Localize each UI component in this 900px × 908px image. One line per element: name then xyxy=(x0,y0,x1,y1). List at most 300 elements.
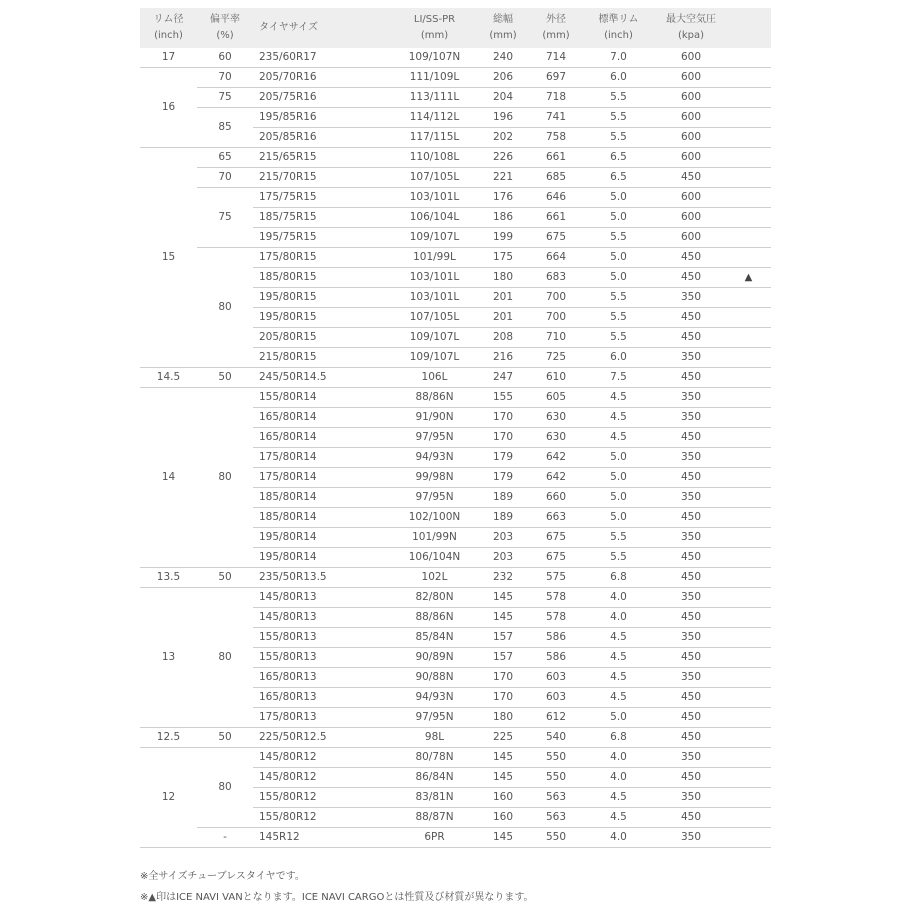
cell-van-mark xyxy=(726,88,771,108)
cell-total-width: 208 xyxy=(475,328,531,348)
cell-tire-size: 155/80R13 xyxy=(253,648,394,668)
cell-standard-rim: 6.8 xyxy=(581,728,656,748)
cell-outer-diameter: 605 xyxy=(531,388,581,408)
cell-standard-rim: 5.5 xyxy=(581,528,656,548)
header-rim: リム径 (inch) xyxy=(140,8,197,48)
cell-load-index: 103/101L xyxy=(394,288,475,308)
cell-tire-size: 205/70R16 xyxy=(253,68,394,88)
cell-van-mark xyxy=(726,548,771,568)
cell-total-width: 206 xyxy=(475,68,531,88)
cell-load-index: 114/112L xyxy=(394,108,475,128)
table-row xyxy=(140,48,771,68)
cell-outer-diameter: 718 xyxy=(531,88,581,108)
cell-aspect-ratio: 50 xyxy=(197,368,253,388)
cell-outer-diameter: 563 xyxy=(531,788,581,808)
cell-van-mark xyxy=(726,148,771,168)
cell-van-mark xyxy=(726,728,771,748)
cell-max-pressure: 450 xyxy=(656,808,726,828)
cell-load-index: 6PR xyxy=(394,828,475,848)
cell-van-mark xyxy=(726,208,771,228)
cell-tire-size: 155/80R12 xyxy=(253,788,394,808)
cell-outer-diameter: 675 xyxy=(531,228,581,248)
cell-van-mark xyxy=(726,828,771,848)
cell-van-mark xyxy=(726,528,771,548)
cell-total-width: 170 xyxy=(475,408,531,428)
cell-max-pressure: 600 xyxy=(656,188,726,208)
cell-load-index: 83/81N xyxy=(394,788,475,808)
cell-aspect-ratio: 60 xyxy=(197,48,253,68)
cell-van-mark xyxy=(726,608,771,628)
cell-tire-size: 195/80R14 xyxy=(253,528,394,548)
cell-load-index: 106L xyxy=(394,368,475,388)
cell-tire-size: 185/80R15 xyxy=(253,268,394,288)
table-row xyxy=(140,168,771,188)
cell-standard-rim: 6.0 xyxy=(581,68,656,88)
cell-standard-rim: 5.0 xyxy=(581,248,656,268)
cell-tire-size: 165/80R14 xyxy=(253,428,394,448)
cell-max-pressure: 350 xyxy=(656,388,726,408)
cell-tire-size: 165/80R14 xyxy=(253,408,394,428)
cell-outer-diameter: 630 xyxy=(531,408,581,428)
header-mark xyxy=(726,8,771,48)
cell-max-pressure: 450 xyxy=(656,728,726,748)
cell-outer-diameter: 540 xyxy=(531,728,581,748)
cell-van-mark xyxy=(726,368,771,388)
cell-van-mark xyxy=(726,188,771,208)
table-row xyxy=(140,188,771,208)
cell-standard-rim: 5.5 xyxy=(581,288,656,308)
cell-standard-rim: 4.5 xyxy=(581,428,656,448)
cell-total-width: 145 xyxy=(475,828,531,848)
cell-max-pressure: 450 xyxy=(656,368,726,388)
cell-tire-size: 165/80R13 xyxy=(253,668,394,688)
cell-standard-rim: 4.5 xyxy=(581,388,656,408)
cell-max-pressure: 350 xyxy=(656,488,726,508)
cell-outer-diameter: 586 xyxy=(531,628,581,648)
cell-aspect-ratio: 50 xyxy=(197,568,253,588)
cell-load-index: 91/90N xyxy=(394,408,475,428)
cell-outer-diameter: 700 xyxy=(531,288,581,308)
cell-rim-diameter: 12 xyxy=(140,748,197,848)
table-row xyxy=(140,728,771,748)
cell-load-index: 94/93N xyxy=(394,448,475,468)
cell-load-index: 107/105L xyxy=(394,168,475,188)
cell-rim-diameter: 14 xyxy=(140,388,197,568)
cell-aspect-ratio: 65 xyxy=(197,148,253,168)
cell-tire-size: 145R12 xyxy=(253,828,394,848)
cell-van-mark xyxy=(726,628,771,648)
cell-total-width: 201 xyxy=(475,308,531,328)
cell-outer-diameter: 664 xyxy=(531,248,581,268)
cell-load-index: 113/111L xyxy=(394,88,475,108)
cell-max-pressure: 600 xyxy=(656,68,726,88)
cell-max-pressure: 450 xyxy=(656,548,726,568)
cell-standard-rim: 5.0 xyxy=(581,268,656,288)
cell-total-width: 145 xyxy=(475,748,531,768)
cell-outer-diameter: 550 xyxy=(531,768,581,788)
cell-load-index: 86/84N xyxy=(394,768,475,788)
cell-outer-diameter: 642 xyxy=(531,468,581,488)
cell-van-mark xyxy=(726,508,771,528)
table-row xyxy=(140,108,771,128)
cell-total-width: 180 xyxy=(475,708,531,728)
cell-total-width: 145 xyxy=(475,588,531,608)
header-li: LI/SS-PR (mm) xyxy=(394,8,475,48)
cell-standard-rim: 4.5 xyxy=(581,668,656,688)
cell-van-mark xyxy=(726,568,771,588)
cell-van-mark xyxy=(726,788,771,808)
cell-outer-diameter: 586 xyxy=(531,648,581,668)
cell-total-width: 157 xyxy=(475,648,531,668)
cell-total-width: 202 xyxy=(475,128,531,148)
cell-max-pressure: 350 xyxy=(656,668,726,688)
cell-standard-rim: 5.5 xyxy=(581,548,656,568)
cell-total-width: 145 xyxy=(475,768,531,788)
table-row xyxy=(140,248,771,268)
cell-load-index: 88/86N xyxy=(394,608,475,628)
cell-max-pressure: 450 xyxy=(656,428,726,448)
cell-standard-rim: 5.0 xyxy=(581,508,656,528)
cell-load-index: 90/88N xyxy=(394,668,475,688)
cell-aspect-ratio: 85 xyxy=(197,108,253,148)
cell-tire-size: 215/70R15 xyxy=(253,168,394,188)
cell-van-mark xyxy=(726,708,771,728)
cell-van-mark xyxy=(726,388,771,408)
cell-van-mark xyxy=(726,428,771,448)
cell-load-index: 88/87N xyxy=(394,808,475,828)
cell-standard-rim: 5.5 xyxy=(581,228,656,248)
cell-standard-rim: 5.0 xyxy=(581,468,656,488)
cell-aspect-ratio: 50 xyxy=(197,728,253,748)
cell-max-pressure: 450 xyxy=(656,688,726,708)
cell-total-width: 204 xyxy=(475,88,531,108)
cell-tire-size: 155/80R13 xyxy=(253,628,394,648)
cell-load-index: 103/101L xyxy=(394,268,475,288)
cell-total-width: 216 xyxy=(475,348,531,368)
cell-load-index: 117/115L xyxy=(394,128,475,148)
table-header xyxy=(140,8,771,48)
cell-aspect-ratio: 80 xyxy=(197,388,253,568)
cell-van-mark xyxy=(726,308,771,328)
cell-max-pressure: 600 xyxy=(656,148,726,168)
header-standard-rim: 標準リム (inch) xyxy=(581,8,656,48)
cell-standard-rim: 5.0 xyxy=(581,208,656,228)
cell-max-pressure: 450 xyxy=(656,328,726,348)
cell-tire-size: 155/80R14 xyxy=(253,388,394,408)
cell-outer-diameter: 741 xyxy=(531,108,581,128)
cell-total-width: 175 xyxy=(475,248,531,268)
cell-load-index: 85/84N xyxy=(394,628,475,648)
cell-van-mark xyxy=(726,48,771,68)
cell-van-mark xyxy=(726,168,771,188)
table-body xyxy=(140,48,771,848)
table-row xyxy=(140,388,771,408)
cell-tire-size: 145/80R12 xyxy=(253,748,394,768)
cell-total-width: 176 xyxy=(475,188,531,208)
table-row xyxy=(140,748,771,768)
cell-tire-size: 185/75R15 xyxy=(253,208,394,228)
cell-max-pressure: 350 xyxy=(656,588,726,608)
cell-total-width: 247 xyxy=(475,368,531,388)
cell-tire-size: 205/75R16 xyxy=(253,88,394,108)
cell-standard-rim: 5.0 xyxy=(581,448,656,468)
cell-load-index: 90/89N xyxy=(394,648,475,668)
cell-total-width: 157 xyxy=(475,628,531,648)
cell-max-pressure: 450 xyxy=(656,608,726,628)
cell-van-mark xyxy=(726,488,771,508)
cell-van-mark xyxy=(726,248,771,268)
cell-load-index: 80/78N xyxy=(394,748,475,768)
cell-tire-size: 185/80R14 xyxy=(253,508,394,528)
cell-total-width: 186 xyxy=(475,208,531,228)
cell-rim-diameter: 14.5 xyxy=(140,368,197,388)
cell-standard-rim: 7.0 xyxy=(581,48,656,68)
cell-standard-rim: 4.5 xyxy=(581,408,656,428)
cell-total-width: 196 xyxy=(475,108,531,128)
header-width: 総幅 (mm) xyxy=(475,8,531,48)
cell-standard-rim: 6.5 xyxy=(581,148,656,168)
cell-standard-rim: 5.0 xyxy=(581,488,656,508)
cell-outer-diameter: 683 xyxy=(531,268,581,288)
cell-standard-rim: 5.5 xyxy=(581,328,656,348)
cell-outer-diameter: 603 xyxy=(531,668,581,688)
cell-tire-size: 145/80R13 xyxy=(253,588,394,608)
cell-max-pressure: 350 xyxy=(656,288,726,308)
cell-aspect-ratio: 75 xyxy=(197,88,253,108)
cell-outer-diameter: 710 xyxy=(531,328,581,348)
cell-load-index: 106/104L xyxy=(394,208,475,228)
cell-standard-rim: 4.0 xyxy=(581,748,656,768)
cell-standard-rim: 4.5 xyxy=(581,688,656,708)
cell-standard-rim: 5.5 xyxy=(581,128,656,148)
cell-total-width: 160 xyxy=(475,788,531,808)
cell-van-mark xyxy=(726,108,771,128)
cell-outer-diameter: 610 xyxy=(531,368,581,388)
cell-aspect-ratio: 70 xyxy=(197,68,253,88)
cell-van-mark xyxy=(726,348,771,368)
cell-load-index: 111/109L xyxy=(394,68,475,88)
cell-van-mark: ▲ xyxy=(726,268,771,288)
cell-total-width: 179 xyxy=(475,468,531,488)
cell-standard-rim: 5.5 xyxy=(581,308,656,328)
cell-rim-diameter: 16 xyxy=(140,68,197,148)
cell-max-pressure: 450 xyxy=(656,248,726,268)
header-max-pressure: 最大空気圧 (kpa) xyxy=(656,8,726,48)
cell-tire-size: 165/80R13 xyxy=(253,688,394,708)
cell-max-pressure: 600 xyxy=(656,128,726,148)
cell-max-pressure: 600 xyxy=(656,108,726,128)
tire-spec-table xyxy=(140,8,771,848)
cell-max-pressure: 350 xyxy=(656,408,726,428)
cell-rim-diameter: 13 xyxy=(140,588,197,728)
cell-aspect-ratio: 70 xyxy=(197,168,253,188)
cell-load-index: 109/107L xyxy=(394,228,475,248)
cell-max-pressure: 450 xyxy=(656,308,726,328)
cell-load-index: 82/80N xyxy=(394,588,475,608)
cell-outer-diameter: 714 xyxy=(531,48,581,68)
cell-standard-rim: 5.0 xyxy=(581,708,656,728)
cell-outer-diameter: 661 xyxy=(531,208,581,228)
cell-outer-diameter: 700 xyxy=(531,308,581,328)
cell-max-pressure: 450 xyxy=(656,568,726,588)
cell-load-index: 101/99N xyxy=(394,528,475,548)
cell-outer-diameter: 575 xyxy=(531,568,581,588)
table-row xyxy=(140,68,771,88)
table-row xyxy=(140,588,771,608)
cell-standard-rim: 4.5 xyxy=(581,808,656,828)
cell-tire-size: 215/80R15 xyxy=(253,348,394,368)
cell-max-pressure: 350 xyxy=(656,828,726,848)
cell-load-index: 110/108L xyxy=(394,148,475,168)
cell-aspect-ratio: - xyxy=(197,828,253,848)
footnotes xyxy=(140,866,534,908)
cell-van-mark xyxy=(726,808,771,828)
cell-outer-diameter: 578 xyxy=(531,588,581,608)
header-outer-diameter: 外径 (mm) xyxy=(531,8,581,48)
cell-standard-rim: 4.0 xyxy=(581,608,656,628)
cell-van-mark xyxy=(726,408,771,428)
cell-load-index: 102L xyxy=(394,568,475,588)
table-row xyxy=(140,148,771,168)
cell-outer-diameter: 550 xyxy=(531,748,581,768)
cell-total-width: 189 xyxy=(475,508,531,528)
cell-total-width: 232 xyxy=(475,568,531,588)
cell-standard-rim: 4.5 xyxy=(581,648,656,668)
cell-tire-size: 175/75R15 xyxy=(253,188,394,208)
cell-max-pressure: 600 xyxy=(656,88,726,108)
cell-tire-size: 175/80R14 xyxy=(253,468,394,488)
cell-load-index: 88/86N xyxy=(394,388,475,408)
cell-total-width: 221 xyxy=(475,168,531,188)
table-row xyxy=(140,368,771,388)
cell-tire-size: 195/75R15 xyxy=(253,228,394,248)
cell-van-mark xyxy=(726,128,771,148)
cell-aspect-ratio: 80 xyxy=(197,588,253,728)
cell-tire-size: 175/80R14 xyxy=(253,448,394,468)
cell-tire-size: 155/80R12 xyxy=(253,808,394,828)
cell-total-width: 201 xyxy=(475,288,531,308)
cell-outer-diameter: 660 xyxy=(531,488,581,508)
cell-total-width: 179 xyxy=(475,448,531,468)
header-size: タイヤサイズ xyxy=(253,8,394,48)
cell-van-mark xyxy=(726,768,771,788)
cell-van-mark xyxy=(726,748,771,768)
cell-tire-size: 145/80R13 xyxy=(253,608,394,628)
cell-max-pressure: 350 xyxy=(656,528,726,548)
cell-max-pressure: 600 xyxy=(656,48,726,68)
cell-load-index: 107/105L xyxy=(394,308,475,328)
cell-van-mark xyxy=(726,688,771,708)
cell-outer-diameter: 697 xyxy=(531,68,581,88)
cell-tire-size: 175/80R15 xyxy=(253,248,394,268)
cell-load-index: 101/99L xyxy=(394,248,475,268)
cell-max-pressure: 450 xyxy=(656,508,726,528)
cell-standard-rim: 5.0 xyxy=(581,188,656,208)
cell-van-mark xyxy=(726,448,771,468)
cell-total-width: 160 xyxy=(475,808,531,828)
cell-tire-size: 195/80R15 xyxy=(253,308,394,328)
cell-outer-diameter: 725 xyxy=(531,348,581,368)
cell-total-width: 170 xyxy=(475,668,531,688)
cell-load-index: 94/93N xyxy=(394,688,475,708)
cell-load-index: 98L xyxy=(394,728,475,748)
cell-tire-size: 235/50R13.5 xyxy=(253,568,394,588)
cell-van-mark xyxy=(726,468,771,488)
cell-van-mark xyxy=(726,588,771,608)
cell-total-width: 199 xyxy=(475,228,531,248)
cell-tire-size: 205/85R16 xyxy=(253,128,394,148)
cell-rim-diameter: 17 xyxy=(140,48,197,68)
cell-van-mark xyxy=(726,288,771,308)
cell-outer-diameter: 675 xyxy=(531,528,581,548)
cell-rim-diameter: 15 xyxy=(140,148,197,368)
table-row xyxy=(140,828,771,848)
cell-outer-diameter: 661 xyxy=(531,148,581,168)
cell-standard-rim: 7.5 xyxy=(581,368,656,388)
cell-rim-diameter: 12.5 xyxy=(140,728,197,748)
tire-spec-table-container xyxy=(140,8,771,848)
cell-standard-rim: 4.0 xyxy=(581,828,656,848)
cell-tire-size: 205/80R15 xyxy=(253,328,394,348)
cell-van-mark xyxy=(726,328,771,348)
table-row xyxy=(140,568,771,588)
cell-standard-rim: 4.5 xyxy=(581,788,656,808)
cell-load-index: 102/100N xyxy=(394,508,475,528)
cell-tire-size: 145/80R12 xyxy=(253,768,394,788)
cell-outer-diameter: 675 xyxy=(531,548,581,568)
cell-outer-diameter: 646 xyxy=(531,188,581,208)
cell-tire-size: 195/85R16 xyxy=(253,108,394,128)
cell-aspect-ratio: 80 xyxy=(197,748,253,828)
cell-total-width: 170 xyxy=(475,688,531,708)
cell-van-mark xyxy=(726,668,771,688)
cell-tire-size: 235/60R17 xyxy=(253,48,394,68)
cell-outer-diameter: 563 xyxy=(531,808,581,828)
cell-max-pressure: 350 xyxy=(656,748,726,768)
cell-van-mark xyxy=(726,68,771,88)
cell-van-mark xyxy=(726,228,771,248)
cell-load-index: 106/104N xyxy=(394,548,475,568)
table-row xyxy=(140,88,771,108)
cell-total-width: 240 xyxy=(475,48,531,68)
cell-outer-diameter: 630 xyxy=(531,428,581,448)
cell-load-index: 97/95N xyxy=(394,428,475,448)
cell-load-index: 97/95N xyxy=(394,488,475,508)
cell-total-width: 145 xyxy=(475,608,531,628)
cell-standard-rim: 4.0 xyxy=(581,768,656,788)
cell-standard-rim: 6.5 xyxy=(581,168,656,188)
cell-max-pressure: 450 xyxy=(656,168,726,188)
cell-max-pressure: 450 xyxy=(656,468,726,488)
cell-load-index: 109/107L xyxy=(394,328,475,348)
cell-standard-rim: 4.5 xyxy=(581,628,656,648)
cell-load-index: 99/98N xyxy=(394,468,475,488)
cell-standard-rim: 4.0 xyxy=(581,588,656,608)
cell-total-width: 226 xyxy=(475,148,531,168)
header-aspect: 偏平率 (%) xyxy=(197,8,253,48)
cell-outer-diameter: 578 xyxy=(531,608,581,628)
cell-outer-diameter: 663 xyxy=(531,508,581,528)
cell-max-pressure: 450 xyxy=(656,268,726,288)
cell-van-mark xyxy=(726,648,771,668)
cell-total-width: 155 xyxy=(475,388,531,408)
cell-load-index: 109/107L xyxy=(394,348,475,368)
cell-max-pressure: 350 xyxy=(656,348,726,368)
cell-tire-size: 175/80R13 xyxy=(253,708,394,728)
cell-tire-size: 195/80R15 xyxy=(253,288,394,308)
footnote-van-mark: ※▲印はICE NAVI VANとなります。ICE NAVI CARGOとは性質及び材質が異なります。 xyxy=(140,892,534,903)
cell-total-width: 203 xyxy=(475,528,531,548)
